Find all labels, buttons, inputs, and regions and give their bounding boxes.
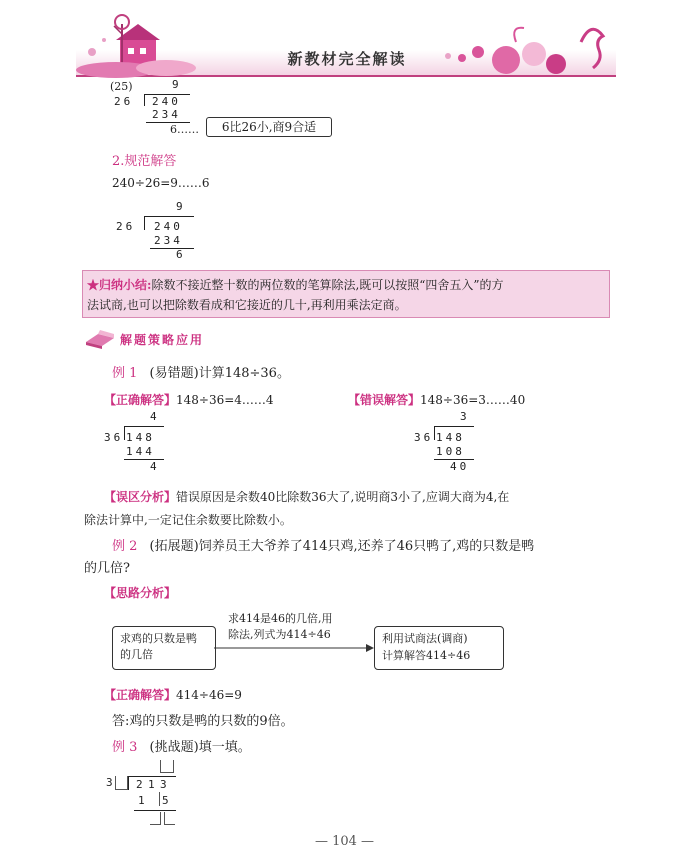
dividend-d2: 1 [148, 778, 158, 791]
hint-box: 6比26小,商9合适 [206, 117, 332, 137]
section2-division [112, 198, 212, 264]
summary-label: ★归纳小结: [87, 278, 152, 292]
divisor-digit: 3 [106, 776, 113, 789]
product: 144 [126, 445, 155, 458]
dividend: 148 [126, 431, 155, 444]
remainder-blank-2 [164, 812, 175, 825]
remainder: 6 [176, 248, 186, 261]
dividend-d1: 2 [136, 778, 146, 791]
summary-text-2: 法试商,也可以把除数看成和它接近的几十,再利用乘法定商。 [87, 298, 407, 312]
dividend-d3: 3 [160, 778, 170, 791]
example2-correct-tag: 【正确解答】 [104, 688, 177, 702]
page-number: — 104 — [314, 834, 375, 849]
thinking-tag: 【思路分析】 [104, 586, 177, 600]
section2-heading: 2.规范解答 [112, 154, 177, 169]
flow-diagram [104, 604, 514, 676]
divisor: 36 [104, 431, 124, 444]
quotient: 4 [150, 410, 160, 423]
wrong-tag: 【错误解答】 [348, 393, 421, 407]
correct-equation: 148÷36=4……4 [176, 393, 274, 407]
remainder: 6…… [170, 123, 199, 136]
flow-box1: 求鸡的只数是鸭的几倍 [120, 632, 197, 661]
divisor-blank [115, 776, 128, 790]
flow-arrow-text2: 除法,列式为414÷46 [228, 628, 331, 641]
remainder: 4 [150, 460, 160, 473]
correct-division [104, 408, 184, 476]
dividend: 240 [152, 95, 181, 108]
quotient-blank [160, 760, 174, 773]
row2-d1: 1 [138, 794, 148, 807]
flow-arrow-text1: 求414是46的几倍,用 [228, 612, 333, 625]
divisor: 26 [116, 220, 136, 233]
header-title: 新教材完全解读 [287, 50, 407, 68]
wrong-equation: 148÷36=3……40 [420, 393, 526, 407]
dividend: 148 [436, 431, 465, 444]
divisor: 36 [414, 431, 434, 444]
example2-label: 例 2 [112, 539, 138, 554]
quotient: 9 [176, 200, 186, 213]
strategy-header [84, 328, 284, 352]
divisor: 26 [114, 95, 134, 108]
flow-box2-line1: 利用试商法(调商) [382, 632, 468, 645]
product: 234 [154, 234, 183, 247]
example1-label: 例 1 [112, 366, 138, 381]
header-banner [76, 12, 616, 78]
product: 234 [152, 108, 181, 121]
quotient: 9 [172, 78, 182, 91]
example3-label: 例 3 [112, 740, 138, 755]
analysis-line1: 错误原因是余数40比除数36大了,说明商3小了,应调大商为4,在 [176, 490, 510, 504]
example3-text: (挑战题)填一填。 [149, 740, 251, 755]
row2-blank [149, 792, 160, 806]
example2-text2: 的几倍? [84, 561, 130, 576]
book-icon [84, 328, 116, 350]
flow-arrow [214, 642, 374, 654]
top-division [108, 78, 208, 138]
example2-correct-eq: 414÷46=9 [176, 688, 242, 702]
flow-box2-line2: 计算解答414÷46 [382, 649, 471, 662]
product: 108 [436, 445, 465, 458]
wrong-division [414, 408, 494, 476]
summary-text-1: 除数不接近整十数的两位数的笔算除法,既可以按照“四舍五入”的方 [151, 278, 504, 292]
section2-equation: 240÷26=9……6 [112, 176, 210, 190]
correct-tag: 【正确解答】 [104, 393, 177, 407]
analysis-tag: 【误区分析】 [104, 490, 177, 504]
analysis-line2: 除法计算中,一定记住余数要比除数小。 [84, 513, 292, 527]
example2-answer: 答:鸡的只数是鸭的只数的9倍。 [112, 714, 294, 729]
remainder-blank-1 [150, 812, 161, 825]
dividend: 240 [154, 220, 183, 233]
puzzle-division [104, 760, 194, 830]
row2-d2: 5 [162, 794, 172, 807]
remainder: 40 [450, 460, 470, 473]
corner-label: (25) [110, 80, 133, 93]
quotient: 3 [460, 410, 470, 423]
example2-text1: (拓展题)饲养员王大爷养了414只鸡,还养了46只鸭了,鸡的只数是鸭 [149, 539, 535, 554]
example1-text: (易错题)计算148÷36。 [149, 366, 290, 381]
strategy-title: 解题策略应用 [120, 333, 205, 347]
summary-box [82, 270, 610, 318]
